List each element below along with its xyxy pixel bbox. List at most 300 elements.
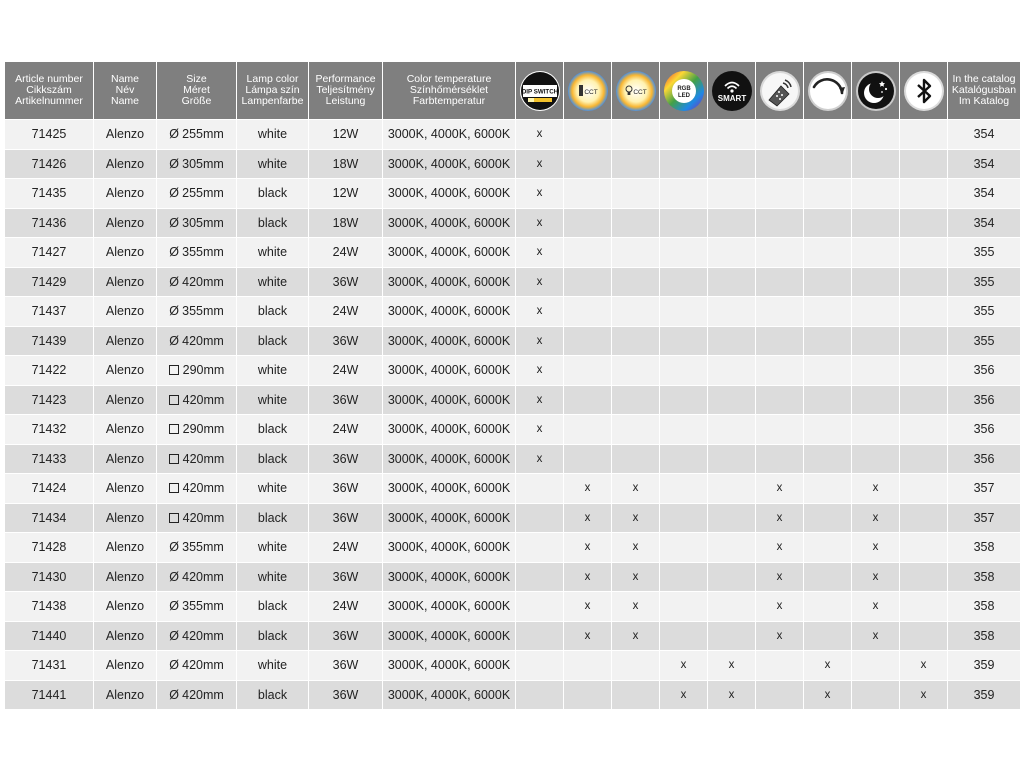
product-table-container [5,62,1019,710]
cell-lamp-color: black [237,297,309,327]
cell-feature-night-mode [852,179,900,209]
cell-catalog-page: 354 [948,179,1021,209]
cell-feature-night-mode: x [852,504,900,534]
cell-feature-rgb-led [660,592,708,622]
cell-feature-rgb-led [660,356,708,386]
cell-feature-bluetooth [900,209,948,239]
header-text: Méret [183,84,210,96]
cell-catalog-page: 355 [948,268,1021,298]
cct-remote-label: CCT [583,88,598,96]
night-mode-icon [855,70,897,112]
diameter-symbol: Ø [169,215,180,230]
header-text: Lámpa szín [245,84,300,96]
size-value: 420mm [182,569,224,584]
cell-feature-night-mode [852,356,900,386]
cell-name: Alenzo [94,622,157,652]
square-shape-icon [169,483,179,493]
cell-feature-remote-control [756,268,804,298]
cell-feature-rgb-led: x [660,651,708,681]
cell-feature-cct-remote [564,415,612,445]
cell-color-temperature: 3000K, 4000K, 6000K [383,120,516,150]
cell-feature-dip-switch: x [516,297,564,327]
cell-name: Alenzo [94,592,157,622]
cell-color-temperature: 3000K, 4000K, 6000K [383,563,516,593]
cell-catalog-page: 356 [948,415,1021,445]
header-text: Performance [315,73,376,85]
cell-feature-rgb-led: x [660,681,708,711]
cell-feature-dip-switch: x [516,179,564,209]
square-shape-icon [169,395,179,405]
diameter-symbol: Ø [169,245,180,260]
cell-feature-cct-remote [564,120,612,150]
cell-feature-dip-switch [516,622,564,652]
cell-feature-dimmer [804,327,852,357]
cell-feature-cct-bulb [612,150,660,180]
cell-feature-dip-switch: x [516,445,564,475]
cell-feature-cct-remote: x [564,563,612,593]
cell-feature-cct-remote [564,327,612,357]
cell-color-temperature: 3000K, 4000K, 6000K [383,592,516,622]
cell-color-temperature: 3000K, 4000K, 6000K [383,474,516,504]
cell-feature-dip-switch: x [516,120,564,150]
cell-feature-rgb-led [660,474,708,504]
square-shape-icon [169,513,179,523]
cell-lamp-color: white [237,386,309,416]
bluetooth-icon [903,70,945,112]
header-dimmer [804,62,852,120]
cell-article-number: 71432 [5,415,94,445]
cell-feature-remote-control: x [756,563,804,593]
cell-size [157,592,237,622]
cell-feature-dip-switch [516,592,564,622]
cell-size [157,386,237,416]
cell-feature-cct-bulb [612,356,660,386]
cell-feature-bluetooth [900,622,948,652]
cell-catalog-page: 354 [948,120,1021,150]
cell-feature-cct-remote [564,297,612,327]
cell-feature-night-mode [852,681,900,711]
cell-feature-remote-control [756,150,804,180]
cell-size [157,415,237,445]
size-value: 305mm [182,156,224,171]
header-text: Größe [181,95,212,107]
cell-article-number: 71437 [5,297,94,327]
cell-feature-cct-bulb [612,297,660,327]
header-text: Color temperature [406,73,492,85]
dip-switch-label: DIP SWITCH [521,88,558,95]
cell-performance: 36W [309,327,383,357]
header-dip-switch [516,62,564,120]
header-catalog [948,62,1021,120]
cell-feature-smart-wifi [708,504,756,534]
table-row [5,327,1021,357]
cell-feature-bluetooth [900,356,948,386]
header-text: Im Katalog [958,95,1010,107]
cell-feature-cct-remote: x [564,474,612,504]
cell-lamp-color: white [237,150,309,180]
smart-wifi-icon [711,70,753,112]
cell-feature-bluetooth [900,297,948,327]
cell-color-temperature: 3000K, 4000K, 6000K [383,356,516,386]
cell-feature-dimmer [804,592,852,622]
header-remote-control [756,62,804,120]
header-rgb-led [660,62,708,120]
cell-name: Alenzo [94,327,157,357]
cell-catalog-page: 354 [948,209,1021,239]
cell-name: Alenzo [94,533,157,563]
cell-feature-bluetooth: x [900,681,948,711]
cell-size [157,356,237,386]
cell-feature-rgb-led [660,563,708,593]
cell-feature-bluetooth [900,445,948,475]
cell-feature-smart-wifi [708,533,756,563]
cell-feature-rgb-led [660,386,708,416]
cell-feature-night-mode [852,268,900,298]
cell-performance: 18W [309,209,383,239]
cell-feature-rgb-led [660,150,708,180]
cell-feature-bluetooth: x [900,651,948,681]
cell-catalog-page: 358 [948,533,1021,563]
cell-feature-dimmer [804,238,852,268]
cell-article-number: 71424 [5,474,94,504]
cell-feature-bluetooth [900,327,948,357]
cell-feature-dimmer [804,209,852,239]
cell-lamp-color: black [237,592,309,622]
diameter-symbol: Ø [169,599,180,614]
table-body [5,120,1021,710]
cell-feature-dip-switch [516,533,564,563]
cell-size [157,268,237,298]
cell-feature-smart-wifi [708,563,756,593]
cell-feature-rgb-led [660,622,708,652]
header-text: Size [186,73,207,85]
cell-size [157,563,237,593]
cell-feature-remote-control: x [756,474,804,504]
cell-feature-dip-switch: x [516,386,564,416]
cell-feature-dip-switch: x [516,415,564,445]
cell-feature-cct-remote [564,179,612,209]
diameter-symbol: Ø [169,274,180,289]
cell-feature-cct-bulb: x [612,622,660,652]
cell-size [157,651,237,681]
header-size [157,62,237,120]
size-value: 255mm [182,186,224,201]
cell-feature-rgb-led [660,120,708,150]
cell-feature-rgb-led [660,327,708,357]
size-value: 355mm [182,245,224,260]
cell-color-temperature: 3000K, 4000K, 6000K [383,209,516,239]
cell-size [157,474,237,504]
cell-feature-dimmer [804,268,852,298]
cell-name: Alenzo [94,474,157,504]
size-value: 420mm [182,658,224,673]
cell-feature-smart-wifi [708,592,756,622]
cell-feature-remote-control [756,356,804,386]
header-text: Név [115,84,135,96]
header-text: Name [110,95,139,107]
cell-feature-smart-wifi [708,327,756,357]
cell-catalog-page: 358 [948,622,1021,652]
cell-feature-dip-switch: x [516,327,564,357]
cell-feature-dimmer [804,445,852,475]
square-shape-icon [169,365,179,375]
header-performance [309,62,383,120]
cell-article-number: 71431 [5,651,94,681]
cell-name: Alenzo [94,179,157,209]
size-value: 420mm [182,392,225,407]
cell-catalog-page: 358 [948,563,1021,593]
cell-lamp-color: black [237,179,309,209]
cell-feature-night-mode [852,445,900,475]
cell-feature-remote-control: x [756,622,804,652]
cell-feature-cct-remote [564,681,612,711]
cell-feature-remote-control: x [756,592,804,622]
cell-feature-remote-control [756,415,804,445]
cell-article-number: 71429 [5,268,94,298]
cell-size [157,445,237,475]
cell-size [157,297,237,327]
cell-catalog-page: 356 [948,445,1021,475]
cell-name: Alenzo [94,386,157,416]
cell-feature-bluetooth [900,238,948,268]
cell-size [157,681,237,711]
cell-feature-bluetooth [900,563,948,593]
cell-color-temperature: 3000K, 4000K, 6000K [383,179,516,209]
header-name [94,62,157,120]
diameter-symbol: Ø [169,127,180,142]
cell-feature-rgb-led [660,504,708,534]
cell-feature-night-mode [852,209,900,239]
cell-name: Alenzo [94,209,157,239]
cell-performance: 36W [309,622,383,652]
diameter-symbol: Ø [169,540,180,555]
cell-feature-dimmer [804,297,852,327]
cell-feature-smart-wifi [708,120,756,150]
header-night-mode [852,62,900,120]
header-lamp-color [237,62,309,120]
cell-lamp-color: white [237,563,309,593]
cell-lamp-color: black [237,209,309,239]
cell-feature-smart-wifi: x [708,681,756,711]
cell-feature-dip-switch: x [516,209,564,239]
cell-lamp-color: white [237,651,309,681]
cell-feature-cct-remote [564,150,612,180]
cell-color-temperature: 3000K, 4000K, 6000K [383,445,516,475]
header-text: Farbtemperatur [412,95,486,107]
cell-feature-bluetooth [900,415,948,445]
cell-catalog-page: 355 [948,297,1021,327]
diameter-symbol: Ø [169,186,180,201]
cell-catalog-page: 356 [948,356,1021,386]
cell-feature-remote-control [756,681,804,711]
header-text: Teljesítmény [316,84,375,96]
table-row [5,209,1021,239]
cell-feature-cct-bulb: x [612,592,660,622]
cell-feature-dip-switch [516,563,564,593]
size-value: 355mm [182,540,224,555]
cell-catalog-page: 358 [948,592,1021,622]
cell-lamp-color: white [237,238,309,268]
cell-lamp-color: black [237,622,309,652]
diameter-symbol: Ø [169,687,180,702]
cell-performance: 24W [309,297,383,327]
cell-feature-dimmer: x [804,651,852,681]
cell-feature-dip-switch: x [516,356,564,386]
table-row [5,474,1021,504]
cell-performance: 12W [309,179,383,209]
cell-lamp-color: black [237,445,309,475]
header-text: Lamp color [246,73,299,85]
table-row [5,592,1021,622]
cell-size [157,533,237,563]
table-row [5,504,1021,534]
cell-feature-smart-wifi [708,179,756,209]
cell-feature-night-mode [852,297,900,327]
cell-feature-cct-bulb [612,651,660,681]
cell-feature-bluetooth [900,504,948,534]
table-row [5,356,1021,386]
cell-name: Alenzo [94,681,157,711]
cell-feature-cct-remote [564,356,612,386]
header-text: In the catalog [952,73,1016,85]
cell-article-number: 71425 [5,120,94,150]
size-value: 420mm [182,481,225,496]
diameter-symbol: Ø [169,569,180,584]
dip-switch-icon [519,70,561,112]
cell-size [157,622,237,652]
cell-color-temperature: 3000K, 4000K, 6000K [383,238,516,268]
smart-label: SMART [717,93,746,103]
diameter-symbol: Ø [169,304,180,319]
size-value: 420mm [182,274,224,289]
header-text: Article number [15,73,83,85]
cell-catalog-page: 357 [948,474,1021,504]
cell-size [157,327,237,357]
cell-size [157,179,237,209]
cell-color-temperature: 3000K, 4000K, 6000K [383,386,516,416]
cell-name: Alenzo [94,415,157,445]
table-row [5,238,1021,268]
cell-feature-cct-remote [564,445,612,475]
cell-feature-cct-remote [564,268,612,298]
table-row [5,415,1021,445]
cell-performance: 24W [309,356,383,386]
cell-name: Alenzo [94,356,157,386]
cell-performance: 36W [309,445,383,475]
cell-name: Alenzo [94,563,157,593]
cell-performance: 24W [309,592,383,622]
cell-feature-cct-remote: x [564,533,612,563]
cell-feature-smart-wifi [708,415,756,445]
cell-feature-smart-wifi [708,268,756,298]
size-value: 355mm [182,599,224,614]
table-row [5,297,1021,327]
cell-article-number: 71435 [5,179,94,209]
cell-feature-bluetooth [900,386,948,416]
cell-feature-dimmer [804,386,852,416]
table-row [5,533,1021,563]
size-value: 305mm [182,215,224,230]
cell-feature-cct-bulb [612,209,660,239]
cell-catalog-page: 356 [948,386,1021,416]
cell-feature-rgb-led [660,179,708,209]
cell-feature-dimmer [804,563,852,593]
cell-article-number: 71430 [5,563,94,593]
cell-name: Alenzo [94,268,157,298]
cell-performance: 24W [309,238,383,268]
cell-feature-night-mode: x [852,533,900,563]
cell-feature-smart-wifi [708,209,756,239]
cell-feature-cct-remote [564,209,612,239]
cell-feature-night-mode [852,386,900,416]
cell-article-number: 71441 [5,681,94,711]
cct-bulb-icon [615,70,657,112]
cell-feature-dimmer [804,415,852,445]
cell-feature-dimmer [804,533,852,563]
table-row [5,651,1021,681]
cell-size [157,150,237,180]
cell-feature-dimmer [804,356,852,386]
cell-feature-cct-bulb [612,238,660,268]
cell-feature-smart-wifi [708,356,756,386]
cell-performance: 36W [309,563,383,593]
diameter-symbol: Ø [169,156,180,171]
cell-feature-dimmer [804,150,852,180]
cell-feature-cct-bulb: x [612,563,660,593]
cell-performance: 36W [309,268,383,298]
header-smart [708,62,756,120]
cell-color-temperature: 3000K, 4000K, 6000K [383,150,516,180]
cell-feature-cct-bulb [612,327,660,357]
cell-feature-rgb-led [660,238,708,268]
cell-feature-dip-switch [516,504,564,534]
cell-feature-remote-control [756,179,804,209]
cell-feature-bluetooth [900,474,948,504]
cell-lamp-color: white [237,268,309,298]
cell-feature-cct-bulb [612,386,660,416]
header-text: Leistung [325,95,366,107]
size-value: 420mm [182,451,225,466]
cell-article-number: 71439 [5,327,94,357]
header-article-number [5,62,94,120]
cell-lamp-color: black [237,504,309,534]
cell-article-number: 71427 [5,238,94,268]
cell-feature-bluetooth [900,533,948,563]
cell-size [157,238,237,268]
header-text: Katalógusban [951,84,1017,96]
cell-feature-dimmer: x [804,681,852,711]
cell-feature-cct-remote [564,651,612,681]
cell-feature-cct-bulb [612,120,660,150]
cell-feature-bluetooth [900,592,948,622]
diameter-symbol: Ø [169,333,180,348]
cell-feature-night-mode [852,238,900,268]
cell-catalog-page: 355 [948,327,1021,357]
cell-feature-dip-switch: x [516,268,564,298]
cell-article-number: 71428 [5,533,94,563]
cell-feature-rgb-led [660,297,708,327]
header-text: Name [110,73,139,85]
cell-feature-cct-bulb [612,268,660,298]
cell-name: Alenzo [94,445,157,475]
table-row [5,150,1021,180]
cell-performance: 24W [309,415,383,445]
cell-performance: 36W [309,651,383,681]
size-value: 355mm [182,304,224,319]
cell-feature-remote-control [756,209,804,239]
table-header [5,62,1021,120]
cell-color-temperature: 3000K, 4000K, 6000K [383,651,516,681]
